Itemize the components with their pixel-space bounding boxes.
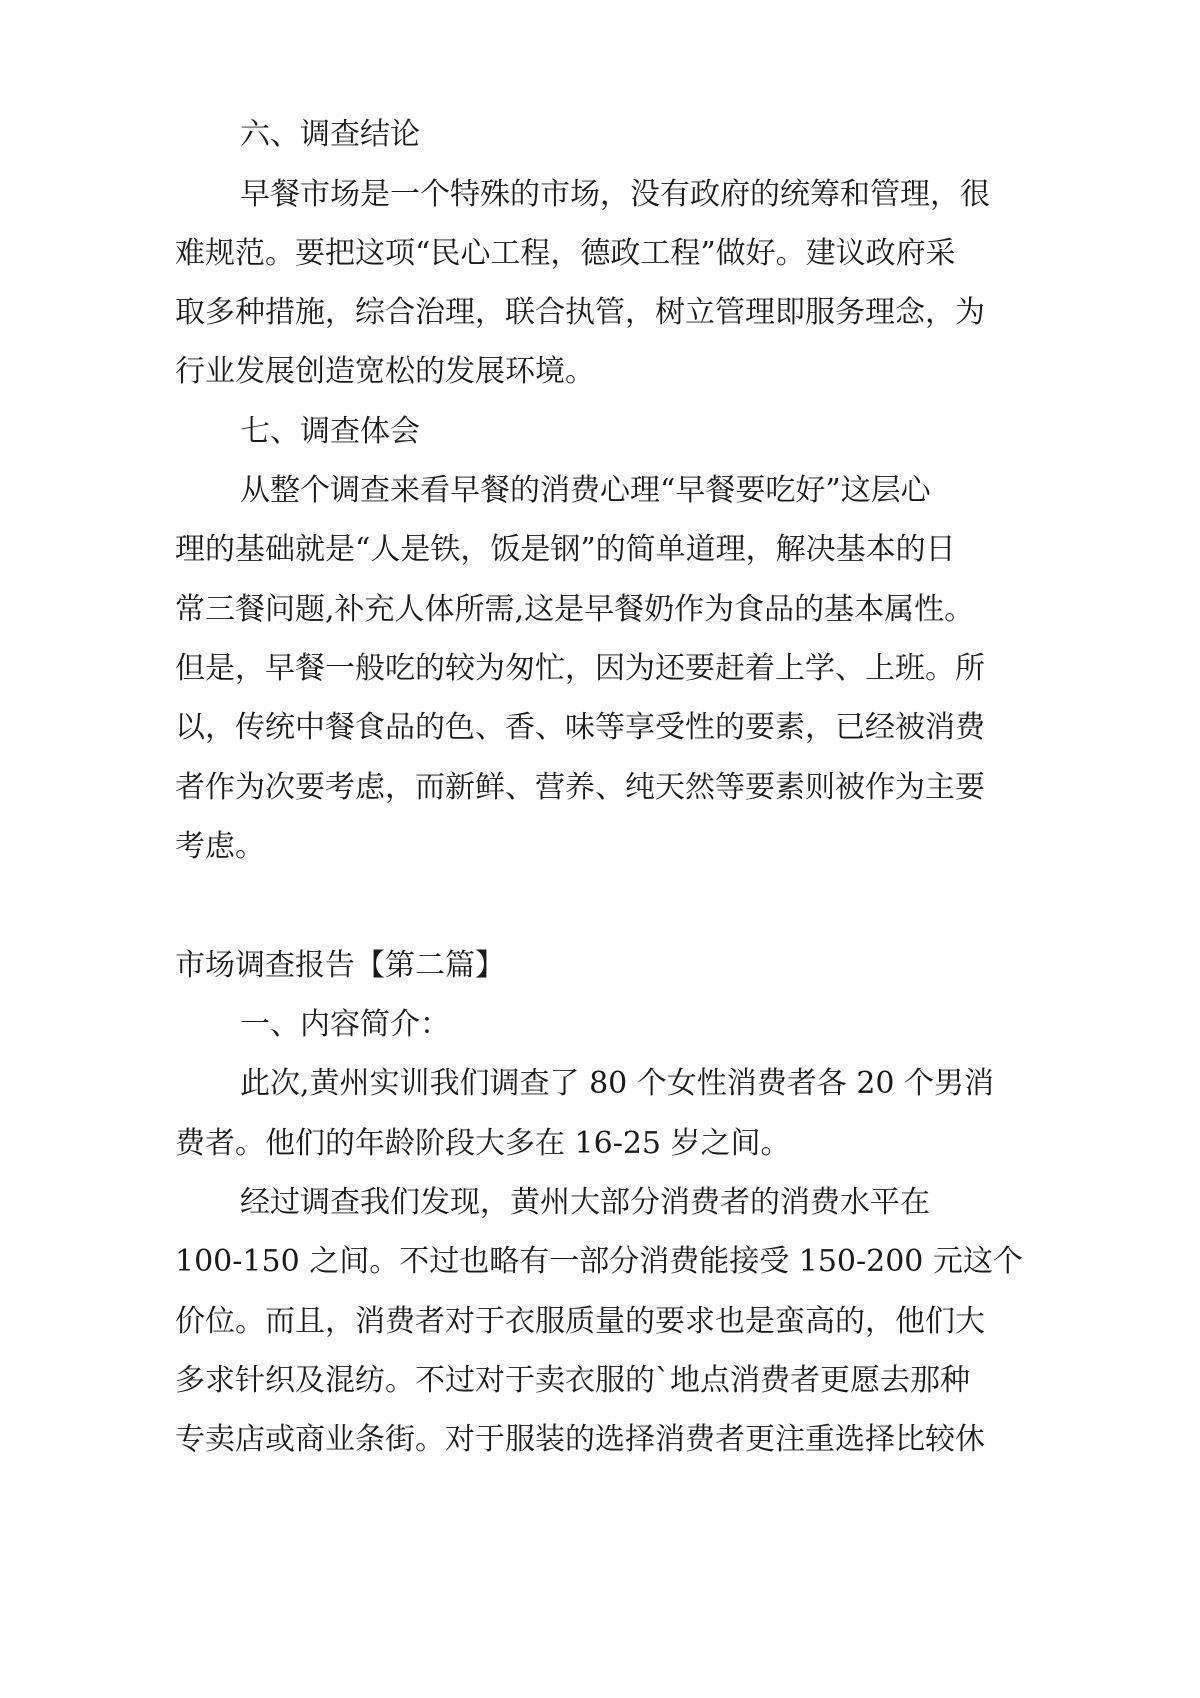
paragraph-line: 但是，早餐一般吃的较为匆忙，因为还要赶着上学、上班。所 xyxy=(175,651,985,686)
paragraph-line: 者作为次要考虑，而新鲜、营养、纯天然等要素则被作为主要 xyxy=(175,770,985,805)
paragraph-line: 此次,黄州实训我们调查了 80 个女性消费者各 20 个男消 xyxy=(240,1066,995,1101)
section-heading-conclusion: 六、调查结论 xyxy=(240,117,420,152)
paragraph-line: 行业发展创造宽松的发展环境。 xyxy=(175,354,595,389)
paragraph-line: 从整个调查来看早餐的消费心理“早餐要吃好”这层心 xyxy=(240,473,931,508)
article-title: 市场调查报告【第二篇】 xyxy=(175,948,505,983)
paragraph-line: 取多种措施，综合治理，联合执管，树立管理即服务理念，为 xyxy=(175,295,985,330)
paragraph-line: 多求针织及混纺。不过对于卖衣服的`地点消费者更愿去那种 xyxy=(175,1363,970,1398)
paragraph-line: 常三餐问题,补充人体所需,这是早餐奶作为食品的基本属性。 xyxy=(175,592,975,627)
paragraph-line: 难规范。要把这项“民心工程，德政工程”做好。建议政府采 xyxy=(175,236,956,271)
paragraph-line: 费者。他们的年龄阶段大多在 16-25 岁之间。 xyxy=(175,1126,791,1161)
paragraph-line: 100-150 之间。不过也略有一部分消费能接受 150-200 元这个 xyxy=(175,1244,1023,1279)
section-heading-overview: 一、内容简介： xyxy=(240,1007,450,1042)
paragraph-line: 早餐市场是一个特殊的市场，没有政府的统筹和管理，很 xyxy=(240,177,990,212)
paragraph-line: 专卖店或商业条街。对于服装的选择消费者更注重选择比较休 xyxy=(175,1422,985,1457)
section-heading-insights: 七、调查体会 xyxy=(240,414,420,449)
paragraph-line: 理的基础就是“人是铁，饭是钢”的简单道理，解决基本的日 xyxy=(175,532,956,567)
paragraph-line: 考虑。 xyxy=(175,829,265,864)
paragraph-line: 价位。而且，消费者对于衣服质量的要求也是蛮高的，他们大 xyxy=(175,1304,985,1339)
paragraph-line: 以，传统中餐食品的色、香、味等享受性的要素，已经被消费 xyxy=(175,710,985,745)
paragraph-line: 经过调查我们发现，黄州大部分消费者的消费水平在 xyxy=(240,1185,930,1220)
